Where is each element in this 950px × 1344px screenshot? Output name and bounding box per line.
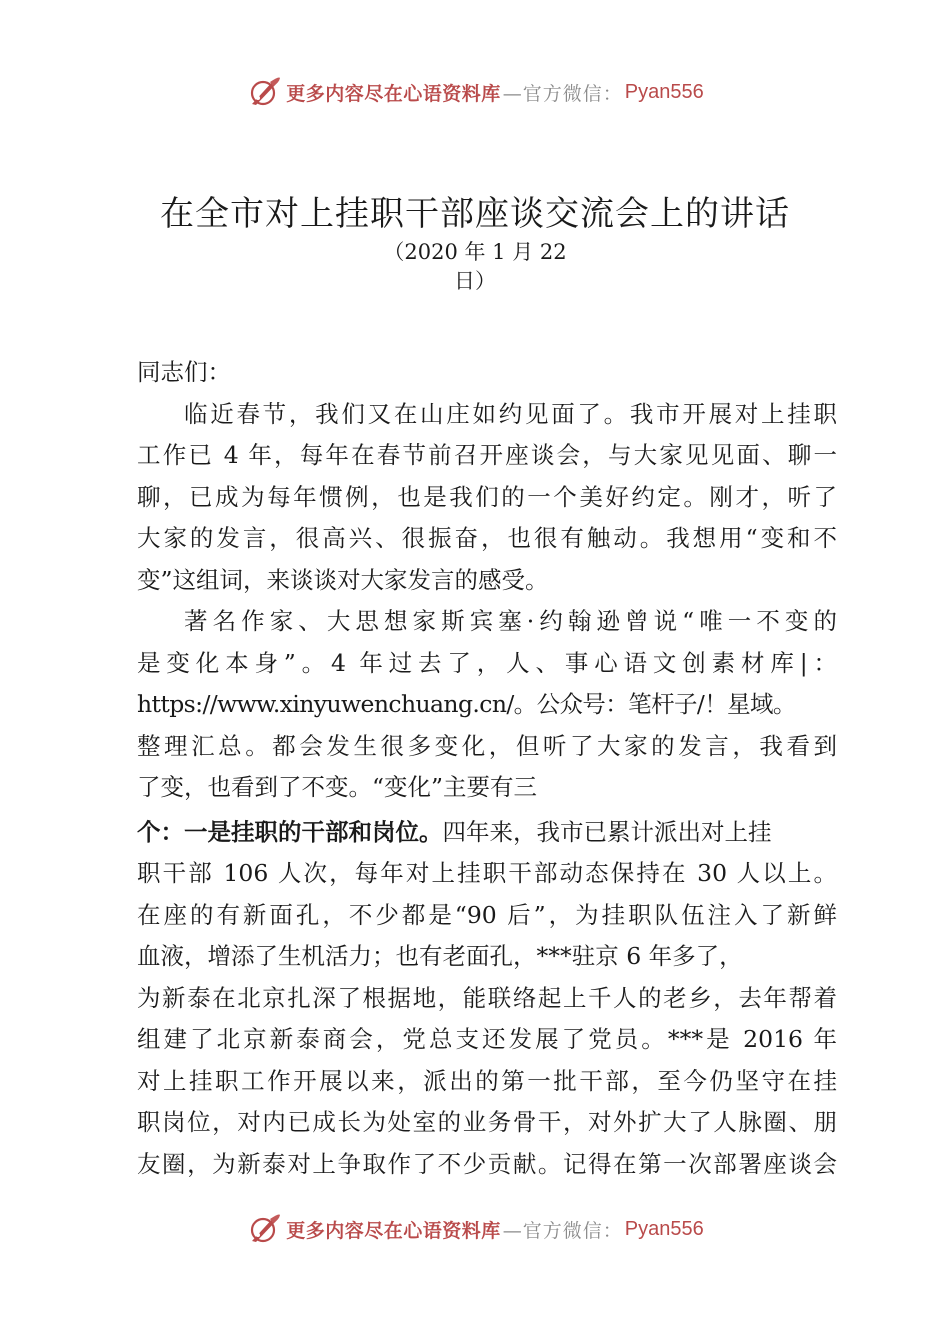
body-line-url: https://www.xinyuwenchuang.cn/。公众号：笔杆子/！星域。	[137, 690, 796, 718]
quill-pen-logo-icon	[246, 1211, 282, 1247]
watermark-library-text: 更多内容尽在心语资料库	[286, 82, 501, 105]
body-line: 了变，也看到了不变。“变化”主要有三	[137, 773, 538, 801]
body-line: 大家的发言，很高兴、很振奋，也很有触动。我想用“变和不	[137, 524, 837, 552]
body-line: 对上挂职工作开展以来，派出的第一批干部，至今仍坚守在挂	[137, 1066, 837, 1095]
body-line: 临近春节，我们又在山庄如约见面了。我市开展对上挂职	[184, 399, 837, 428]
body-line: 变”这组词，来谈谈对大家发言的感受。	[137, 565, 549, 594]
document-date	[0, 238, 950, 296]
body-line: 血液，增添了生机活力；也有老面孔，***驻京 6 年多了，	[137, 942, 743, 970]
body-line: 职干部 106 人次，每年对上挂职干部动态保持在 30 人以上。	[137, 859, 837, 887]
body-line: 工作已 4 年，每年在春节前召开座谈会，与大家见见面、聊一	[137, 441, 837, 469]
lead-label: 个：	[137, 817, 184, 846]
body-line: 职岗位，对内已成长为处室的业务骨干，对外扩大了人脉圈、朋	[137, 1108, 837, 1136]
body-line: 著名作家、大思想家斯宾塞·约翰逊曾说“唯一不变的	[184, 607, 837, 635]
body-line: 组建了北京新泰商会，党总支还发展了党员。***是 2016 年	[137, 1025, 837, 1053]
body-line: 是变化本身”。4 年过去了，人、事心语文创素材库|：	[137, 648, 837, 677]
section-heading: 一是挂职的干部和岗位。	[184, 817, 443, 846]
watermark-library-text: 更多内容尽在心语资料库	[286, 1219, 501, 1242]
document-body	[137, 352, 837, 1185]
body-line: 友圈，为新泰对上争取作了不少贡献。记得在第一次部署座谈会	[137, 1149, 837, 1178]
quill-pen-logo-icon	[246, 74, 282, 110]
header-watermark	[0, 70, 950, 114]
watermark-wechat-label: —官方微信：	[502, 1219, 623, 1242]
document-title: 在全市对上挂职干部座谈交流会上的讲话	[160, 194, 790, 234]
body-line: 聊，已成为每年惯例，也是我们的一个美好约定。刚才，听了	[137, 482, 837, 511]
watermark-wechat-id: Pyan556	[624, 80, 704, 103]
body-line-tail: 四年来，我市已累计派出对上挂	[442, 817, 772, 846]
body-line: 在座的有新面孔，不少都是“90 后”，为挂职队伍注入了新鲜	[137, 900, 837, 929]
body-line: 整理汇总。都会发生很多变化，但听了大家的发言，我看到	[137, 731, 837, 760]
footer-watermark	[0, 1207, 950, 1251]
body-line: 为新泰在北京扎深了根据地，能联络起上千人的老乡，去年帮着	[137, 983, 837, 1012]
body-line-mixed	[137, 812, 837, 854]
watermark-wechat-id: Pyan556	[624, 1217, 704, 1240]
date-line-1: （2020 年 1 月 22	[383, 240, 567, 264]
salutation: 同志们：	[137, 358, 231, 386]
watermark-wechat-label: —官方微信：	[502, 82, 623, 105]
date-line-2: 日）	[454, 269, 496, 293]
